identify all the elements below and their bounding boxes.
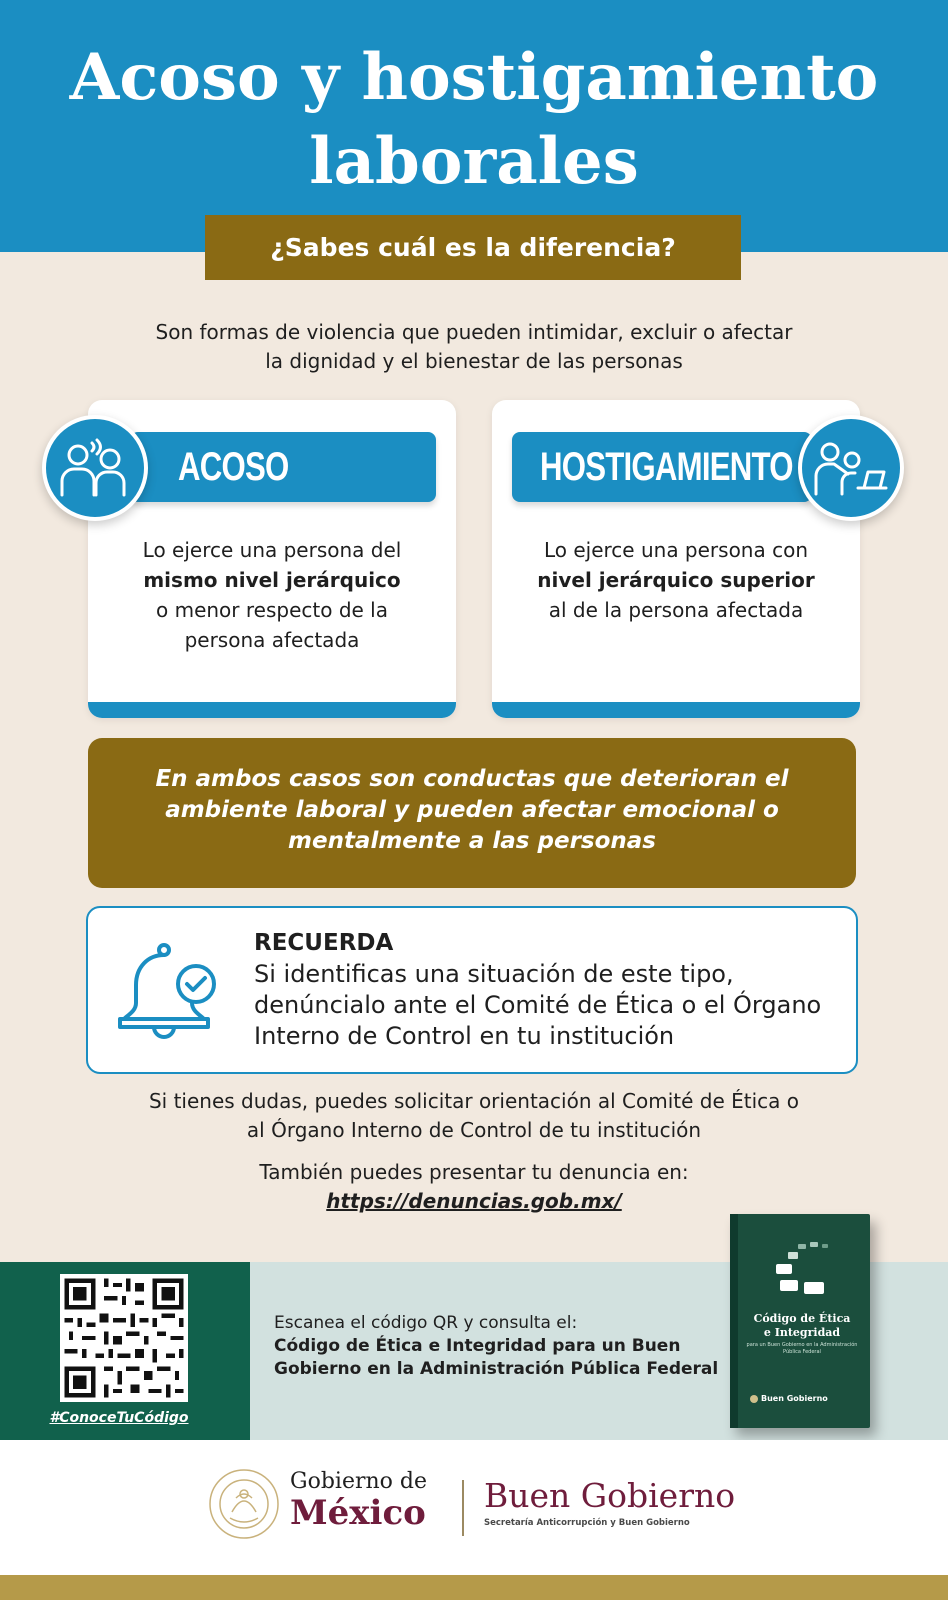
- secretaria-text: Secretaría Anticorrupción y Buen Gobierno: [484, 1518, 690, 1528]
- buen-gobierno-logo: [484, 1478, 735, 1528]
- bottom-strip: [0, 1575, 948, 1600]
- code-book-cover: [730, 1214, 870, 1428]
- intro-text: [60, 318, 888, 376]
- remember-box: [86, 906, 858, 1074]
- report-text: [60, 1158, 888, 1216]
- acoso-line-3: o menor respecto de la: [156, 598, 388, 622]
- footer: [0, 1440, 948, 1575]
- hostigamiento-label: HOSTIGAMIENTO: [540, 444, 793, 489]
- both-cases-line-1: En ambos casos son conductas que deterioran el: [155, 766, 789, 792]
- buen-gobierno-text: Buen Gobierno: [484, 1476, 736, 1515]
- code-name-line-2: Gobierno en la Administración Pública Federal: [274, 1359, 719, 1379]
- hostigamiento-line-1: Lo ejerce una persona con: [543, 538, 809, 562]
- gobierno-de-mexico-logo: [290, 1470, 427, 1532]
- book-brand: [750, 1394, 850, 1403]
- remember-line-3: Interno de Control en tu institución: [254, 1022, 675, 1050]
- conoce-tu-codigo-hashtag[interactable]: #ConoceTuCódigo: [49, 1410, 189, 1426]
- hostigamiento-label-pill: [512, 432, 812, 502]
- hostigamiento-card-accent: [492, 702, 860, 718]
- subtitle-banner: [205, 215, 741, 280]
- remember-text: [254, 928, 844, 1052]
- page-title: [0, 36, 948, 204]
- denuncias-link[interactable]: https://denuncias.gob.mx/: [326, 1189, 622, 1213]
- remember-title: RECUERDA: [254, 930, 394, 956]
- book-title: [742, 1312, 862, 1340]
- doubts-line-1: Si tienes dudas, puedes solicitar orientación al Comité de Ética o: [148, 1089, 800, 1113]
- acoso-label-pill: [130, 432, 436, 502]
- doubts-line-2: al Órgano Interno de Control de tu institución: [246, 1118, 702, 1142]
- qr-panel: [0, 1262, 250, 1440]
- title-line-2: laborales: [309, 124, 639, 199]
- intro-line-1: Son formas de violencia que pueden intimidar, excluir o afectar: [155, 320, 793, 344]
- two-people-talking-icon: [42, 415, 148, 521]
- report-line-1: También puedes presentar tu denuncia en:: [259, 1160, 689, 1184]
- footer-divider: [462, 1480, 464, 1536]
- intro-line-2: la dignidad y el bienestar de las personas: [265, 349, 683, 373]
- hostigamiento-line-3: al de la persona afectada: [548, 598, 804, 622]
- both-cases-line-2: ambiente laboral y pueden afectar emocional o: [165, 797, 779, 823]
- book-title-line-1: Código de Ética: [753, 1312, 851, 1325]
- acoso-description: [102, 535, 442, 655]
- acoso-line-2: mismo nivel jerárquico: [143, 568, 401, 592]
- speech-bubbles-icon: [770, 1240, 840, 1304]
- scan-line: Escanea el código QR y consulta el:: [274, 1313, 578, 1333]
- subtitle-text: ¿Sabes cuál es la diferencia?: [270, 233, 676, 262]
- acoso-line-4: persona afectada: [184, 628, 360, 652]
- acoso-label: ACOSO: [178, 444, 289, 489]
- person-at-desk-icon: [798, 415, 904, 521]
- acoso-line-1: Lo ejerce una persona del: [142, 538, 402, 562]
- both-cases-banner: [88, 738, 856, 888]
- seal-icon: [750, 1395, 758, 1403]
- book-subtitle: para un Buen Gobierno en la Administración Pública Federal: [746, 1342, 858, 1355]
- title-line-1: Acoso y hostigamiento: [69, 40, 879, 115]
- both-cases-line-3: mentalmente a las personas: [288, 828, 656, 854]
- hostigamiento-line-2: nivel jerárquico superior: [537, 568, 815, 592]
- acoso-card-accent: [88, 702, 456, 718]
- mexico-seal-icon: [208, 1468, 280, 1540]
- doubts-text: [60, 1087, 888, 1145]
- qr-code[interactable]: [60, 1274, 188, 1402]
- book-spine: [730, 1214, 738, 1428]
- bell-check-icon: [116, 936, 226, 1046]
- code-name-line-1: Código de Ética e Integridad para un Buen: [274, 1336, 681, 1356]
- hostigamiento-description: [506, 535, 846, 625]
- mexico-text: México: [290, 1493, 426, 1533]
- book-brand-text: Buen Gobierno: [761, 1394, 828, 1403]
- remember-line-2: denúncialo ante el Comité de Ética o el Órgano: [254, 991, 822, 1019]
- remember-line-1: Si identificas una situación de este tipo,: [254, 960, 734, 988]
- gobierno-de-text: Gobierno de: [290, 1469, 427, 1494]
- scan-text: [274, 1312, 724, 1381]
- book-title-line-2: e Integridad: [763, 1326, 841, 1339]
